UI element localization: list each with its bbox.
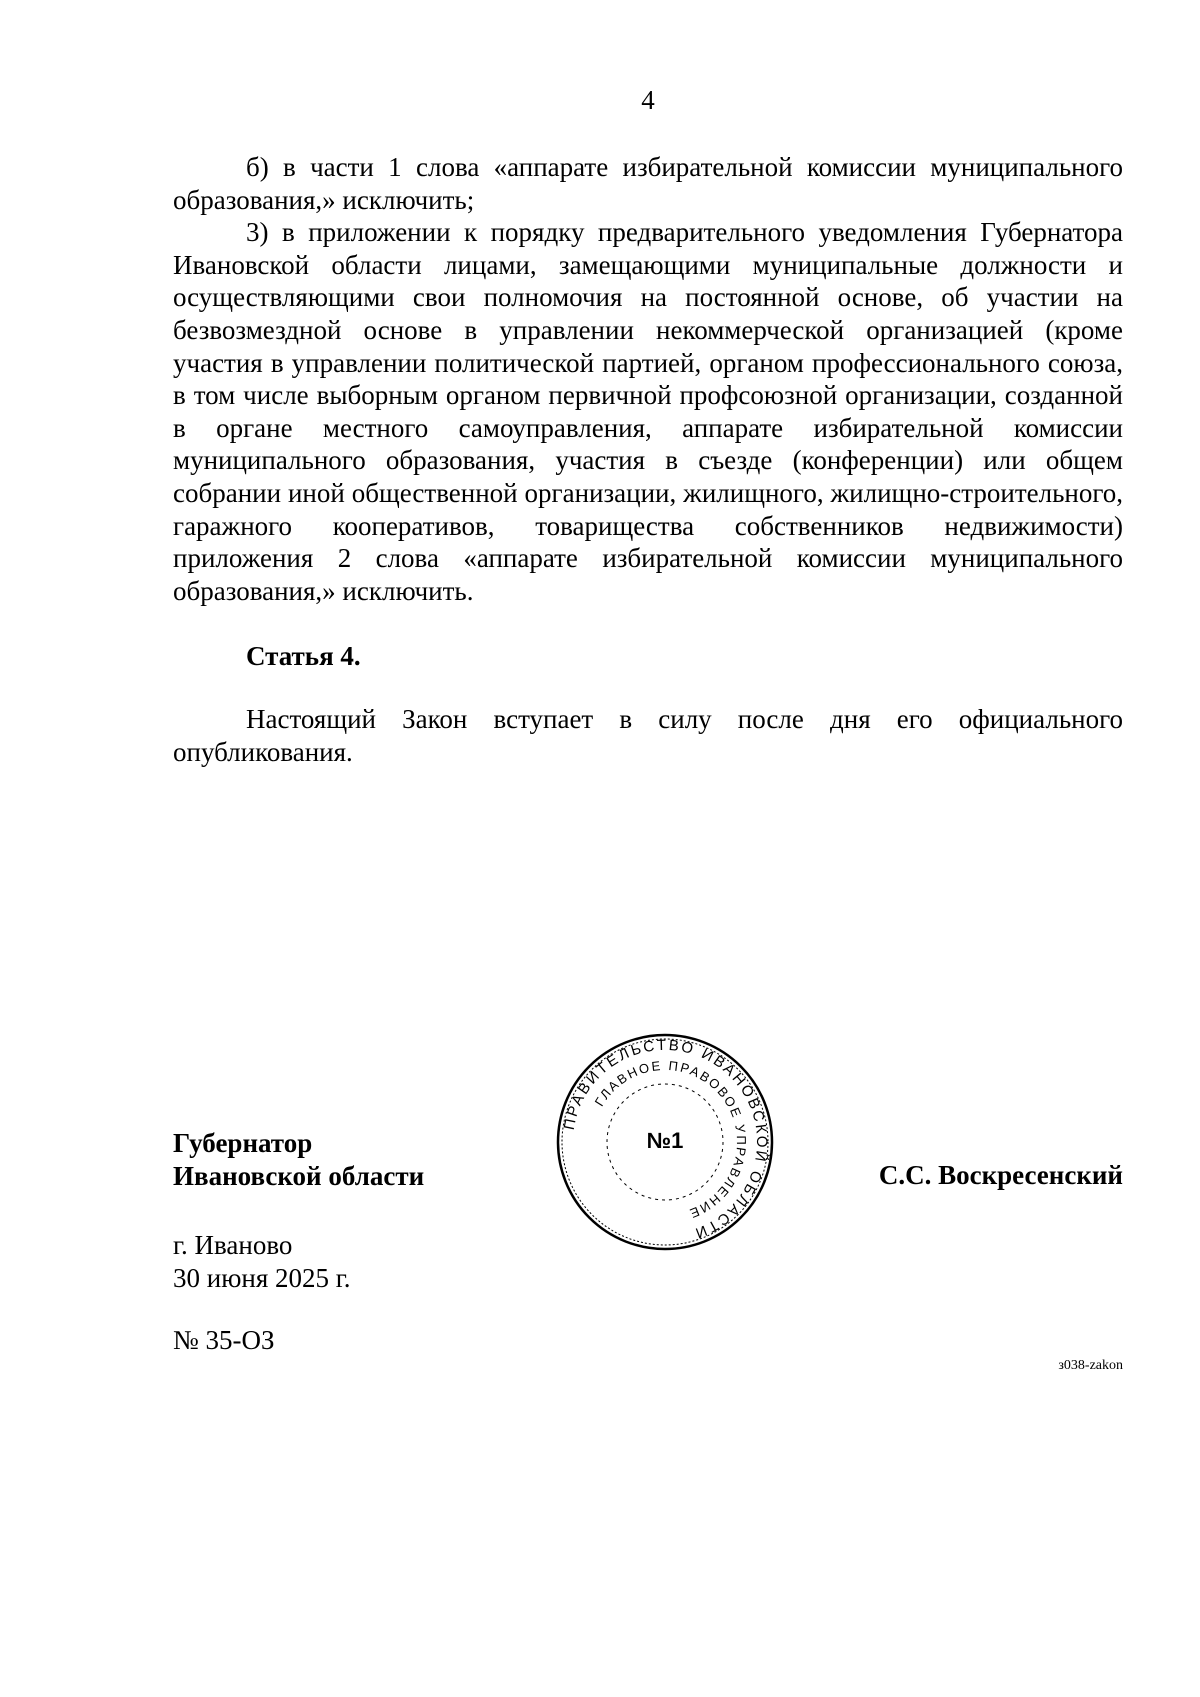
signing-place: г. Иваново bbox=[173, 1230, 293, 1260]
signatory-name: С.С. Воскресенский bbox=[878, 1160, 1123, 1190]
law-number: № 35-ОЗ bbox=[173, 1325, 275, 1355]
article-text: Настоящий Закон вступает в силу после дня его официального опубликования. bbox=[173, 704, 1123, 767]
signing-place-date bbox=[173, 1229, 351, 1295]
seal-graphic bbox=[555, 1032, 775, 1252]
official-seal bbox=[555, 1032, 775, 1252]
signatory-title-line2: Ивановской области bbox=[173, 1161, 425, 1191]
signing-date: 30 июня 2025 г. bbox=[173, 1263, 351, 1293]
article-heading: Статья 4. bbox=[246, 641, 361, 671]
seal-number: №1 bbox=[646, 1128, 684, 1153]
page-number: 4 bbox=[641, 85, 655, 115]
document-id: з038-zakon bbox=[1058, 1358, 1123, 1373]
signatory-title bbox=[173, 1127, 424, 1193]
seal-inner-text: ГЛАВНОЕ ПРАВОВОЕ УПРАВЛЕНИЕ bbox=[591, 1057, 750, 1222]
paragraph-b: б) в части 1 слова «аппарате избирательной комиссии муниципального образования,» исключить; bbox=[173, 152, 1123, 215]
document-body bbox=[173, 151, 1123, 607]
seal-outer-text: ПРАВИТЕЛЬСТВО ИВАНОВСКОЙ ОБЛАСТИ bbox=[560, 1036, 771, 1243]
article-body bbox=[173, 703, 1123, 768]
signatory-title-line1: Губернатор bbox=[173, 1128, 313, 1158]
paragraph-3: 3) в приложении к порядку предварительного уведомления Губернатора Ивановской области лицами, замещающими муниципальные должности и осуществляющими свои полномочия на постоянной основе, об участии на безвозмездной основе в управлении некоммерческой организацией (кроме участия в управлении политической партией, органом профессионального союза, в том числе выборным органом первичной профсоюзной организации, созданной в органе местного самоуправления, аппарате избирательной комиссии муниципального образования, участия в съезде (конференции) или общем собрании иной общественной организации, жилищного, жилищно-строительного, гаражного кооперативов, товарищества собственников недвижимости) приложения 2 слова «аппарате избирательной комиссии муниципального образования,» исключить. bbox=[173, 217, 1123, 606]
